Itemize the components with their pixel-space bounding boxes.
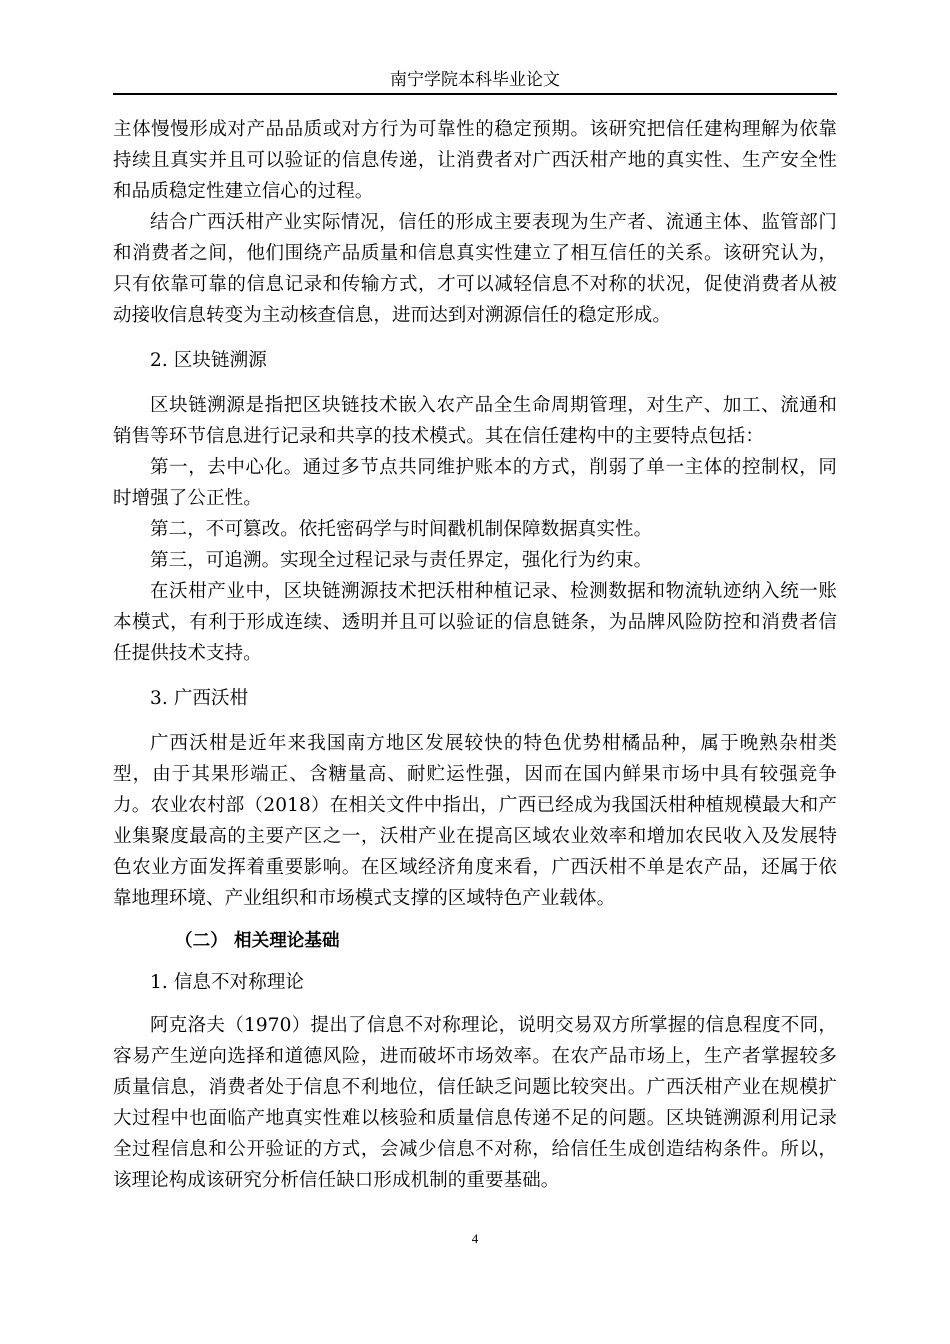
paragraph-feature-immutability: 第二，不可篡改。依托密码学与时间戳机制保障数据真实性。 (150, 519, 653, 540)
subheading-information-asymmetry: 1. 信息不对称理论 (150, 972, 305, 993)
section-heading-theory: （二） 相关理论基础 (175, 931, 340, 951)
paragraph-feature-traceability: 第三，可追溯。实现全过程记录与责任界定，强化行为约束。 (150, 550, 653, 571)
paragraph-blockchain-in-industry: 在沃柑产业中，区块链溯源技术把沃柑种植记录、检测数据和物流轨迹纳入统一账本模式，有利于形成连续、透明并且可以验证的信息链条，为品牌风险防控和消费者信任提供技术支持。 (113, 581, 837, 664)
page-body (113, 114, 837, 1196)
paragraph-trust-continued: 主体慢慢形成对产品品质或对方行为可靠性的稳定预期。该研究把信任建构理解为依靠持续且真实并且可以验证的信息传递，让消费者对广西沃柑产地的真实性、生产安全性和品质稳定性建立信心的过程。 (113, 119, 837, 202)
paragraph-blockchain-definition: 区块链溯源是指把区块链技术嵌入农产品全生命周期管理，对生产、加工、流通和销售等环节信息进行记录和共享的技术模式。其在信任建构中的主要特点包括： (113, 395, 837, 447)
subheading-blockchain-traceability: 2. 区块链溯源 (150, 350, 267, 371)
subheading-guangxi-wogan: 3. 广西沃柑 (150, 688, 249, 709)
header-rule (113, 93, 837, 95)
paragraph-information-asymmetry: 阿克洛夫（1970）提出了信息不对称理论，说明交易双方所掌握的信息程度不同，容易产生逆向选择和道德风险，进而破坏市场效率。在农产品市场上，生产者掌握较多质量信息，消费者处于信息不利地位，信任缺乏问题比较突出。广西沃柑产业在规模扩大过程中也面临产地真实性难以核验和质量信息传递不足的问题。区块链溯源利用记录全过程信息和公开验证的方式，会减少信息不对称，给信任生成创造结构条件。所以，该理论构成该研究分析信任缺口形成机制的重要基础。 (113, 1015, 837, 1191)
paragraph-feature-decentralization: 第一，去中心化。通过多节点共同维护账本的方式，削弱了单一主体的控制权，同时增强了公正性。 (113, 457, 837, 509)
running-header: 南宁学院本科毕业论文 (390, 70, 560, 90)
paragraph-trust-formation: 结合广西沃柑产业实际情况，信任的形成主要表现为生产者、流通主体、监管部门和消费者之间，他们围绕产品质量和信息真实性建立了相互信任的关系。该研究认为，只有依靠可靠的信息记录和传输方式，才可以减轻信息不对称的状况，促使消费者从被动接收信息转变为主动核查信息，进而达到对溯源信任的稳定形成。 (113, 212, 837, 326)
paragraph-guangxi-wogan: 广西沃柑是近年来我国南方地区发展较快的特色优势柑橘品种，属于晚熟杂柑类型，由于其果形端正、含糖量高、耐贮运性强，因而在国内鲜果市场中具有较强竞争力。农业农村部（2018）在相关文件中指出，广西已经成为我国沃柑种植规模最大和产业集聚度最高的主要产区之一，沃柑产业在提高区域农业效率和增加农民收入及发展特色农业方面发挥着重要影响。在区域经济角度来看，广西沃柑不单是农产品，还属于依靠地理环境、产业组织和市场模式支撑的区域特色产业载体。 (113, 733, 837, 909)
page-number: 4 (471, 1231, 479, 1246)
